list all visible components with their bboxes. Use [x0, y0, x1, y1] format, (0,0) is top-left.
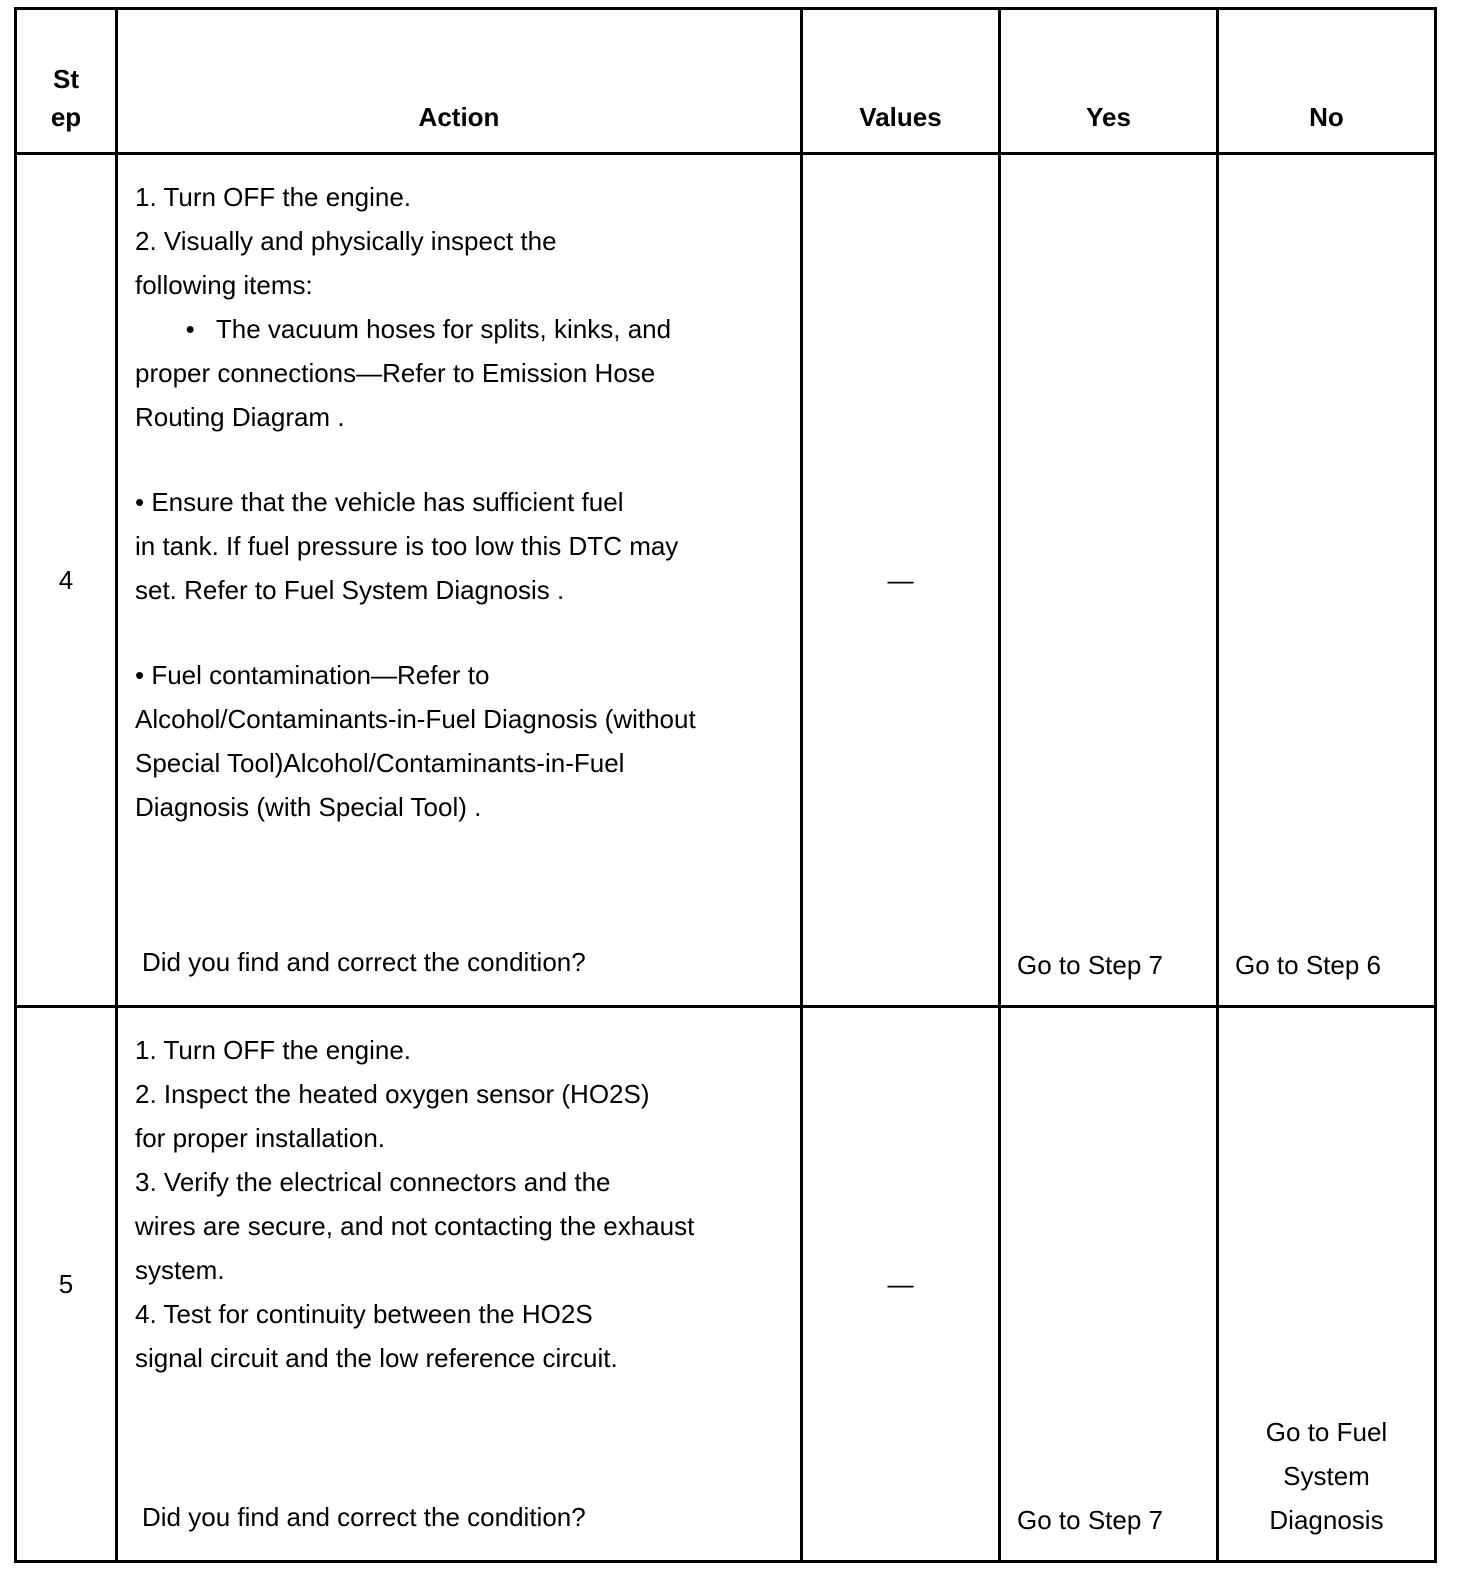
action-line: 4. Test for continuity between the HO2S [135, 1299, 593, 1329]
action-question: Did you find and correct the condition? [142, 1502, 586, 1532]
header-step [16, 9, 117, 154]
paragraph-gap [135, 612, 800, 653]
action-line: • The vacuum hoses for splits, kinks, and [135, 314, 672, 344]
action-line: Special Tool)Alcohol/Contaminants-in-Fuel [135, 748, 625, 778]
no-outcome: Go to Step 6 [1235, 950, 1381, 980]
action-line: 3. Verify the electrical connectors and the [135, 1167, 611, 1197]
header-step-line: St [53, 64, 79, 94]
action-line: • Ensure that the vehicle has sufficient fuel [135, 487, 624, 517]
action-line: • Fuel contamination—Refer to [135, 660, 490, 690]
header-step-line: ep [50, 102, 82, 132]
yes-outcome: Go to Step 7 [1017, 1505, 1163, 1535]
action-line: for proper installation. [135, 1123, 386, 1153]
action-line: signal circuit and the low reference circuit. [135, 1343, 618, 1373]
header-values: Values [802, 9, 1000, 154]
step-number: 5 [16, 1007, 117, 1562]
table-row [16, 154, 1436, 1007]
no-cell [1218, 154, 1436, 1007]
yes-cell [1000, 154, 1218, 1007]
action-question: Did you find and correct the condition? [142, 947, 586, 977]
action-line: set. Refer to Fuel System Diagnosis . [135, 575, 565, 605]
action-line: proper connections—Refer to Emission Hose [135, 358, 656, 388]
action-line: Alcohol/Contaminants-in-Fuel Diagnosis (without [135, 704, 696, 734]
step-number: 4 [16, 154, 117, 1007]
yes-cell [1000, 1007, 1218, 1562]
no-outcome: Diagnosis [1269, 1505, 1384, 1535]
action-line: 2. Inspect the heated oxygen sensor (HO2S) [135, 1079, 650, 1109]
no-outcome: Go to Fuel [1265, 1417, 1388, 1447]
header-no: No [1218, 9, 1436, 154]
action-line: 1. Turn OFF the engine. [135, 182, 412, 212]
values-cell: — [802, 1007, 1000, 1562]
header-yes: Yes [1000, 9, 1218, 154]
action-line: system. [135, 1255, 225, 1285]
paragraph-gap [135, 439, 800, 480]
no-outcome: System [1283, 1461, 1370, 1491]
action-line: 1. Turn OFF the engine. [135, 1035, 412, 1065]
action-cell [117, 1007, 802, 1562]
values-cell: — [802, 154, 1000, 1007]
action-line: Diagnosis (with Special Tool) . [135, 792, 482, 822]
header-row [16, 9, 1436, 154]
action-line: Routing Diagram . [135, 402, 345, 432]
action-cell [117, 154, 802, 1007]
action-line: wires are secure, and not contacting the exhaust [135, 1211, 695, 1241]
diagnostic-table [14, 7, 1437, 1563]
action-instructions [118, 155, 800, 829]
action-instructions [118, 1008, 800, 1380]
no-cell [1218, 1007, 1436, 1562]
yes-outcome: Go to Step 7 [1017, 950, 1163, 980]
header-action: Action [117, 9, 802, 154]
action-line: following items: [135, 270, 313, 300]
table-row [16, 1007, 1436, 1562]
action-line: 2. Visually and physically inspect the [135, 226, 557, 256]
action-line: in tank. If fuel pressure is too low this DTC may [135, 531, 679, 561]
